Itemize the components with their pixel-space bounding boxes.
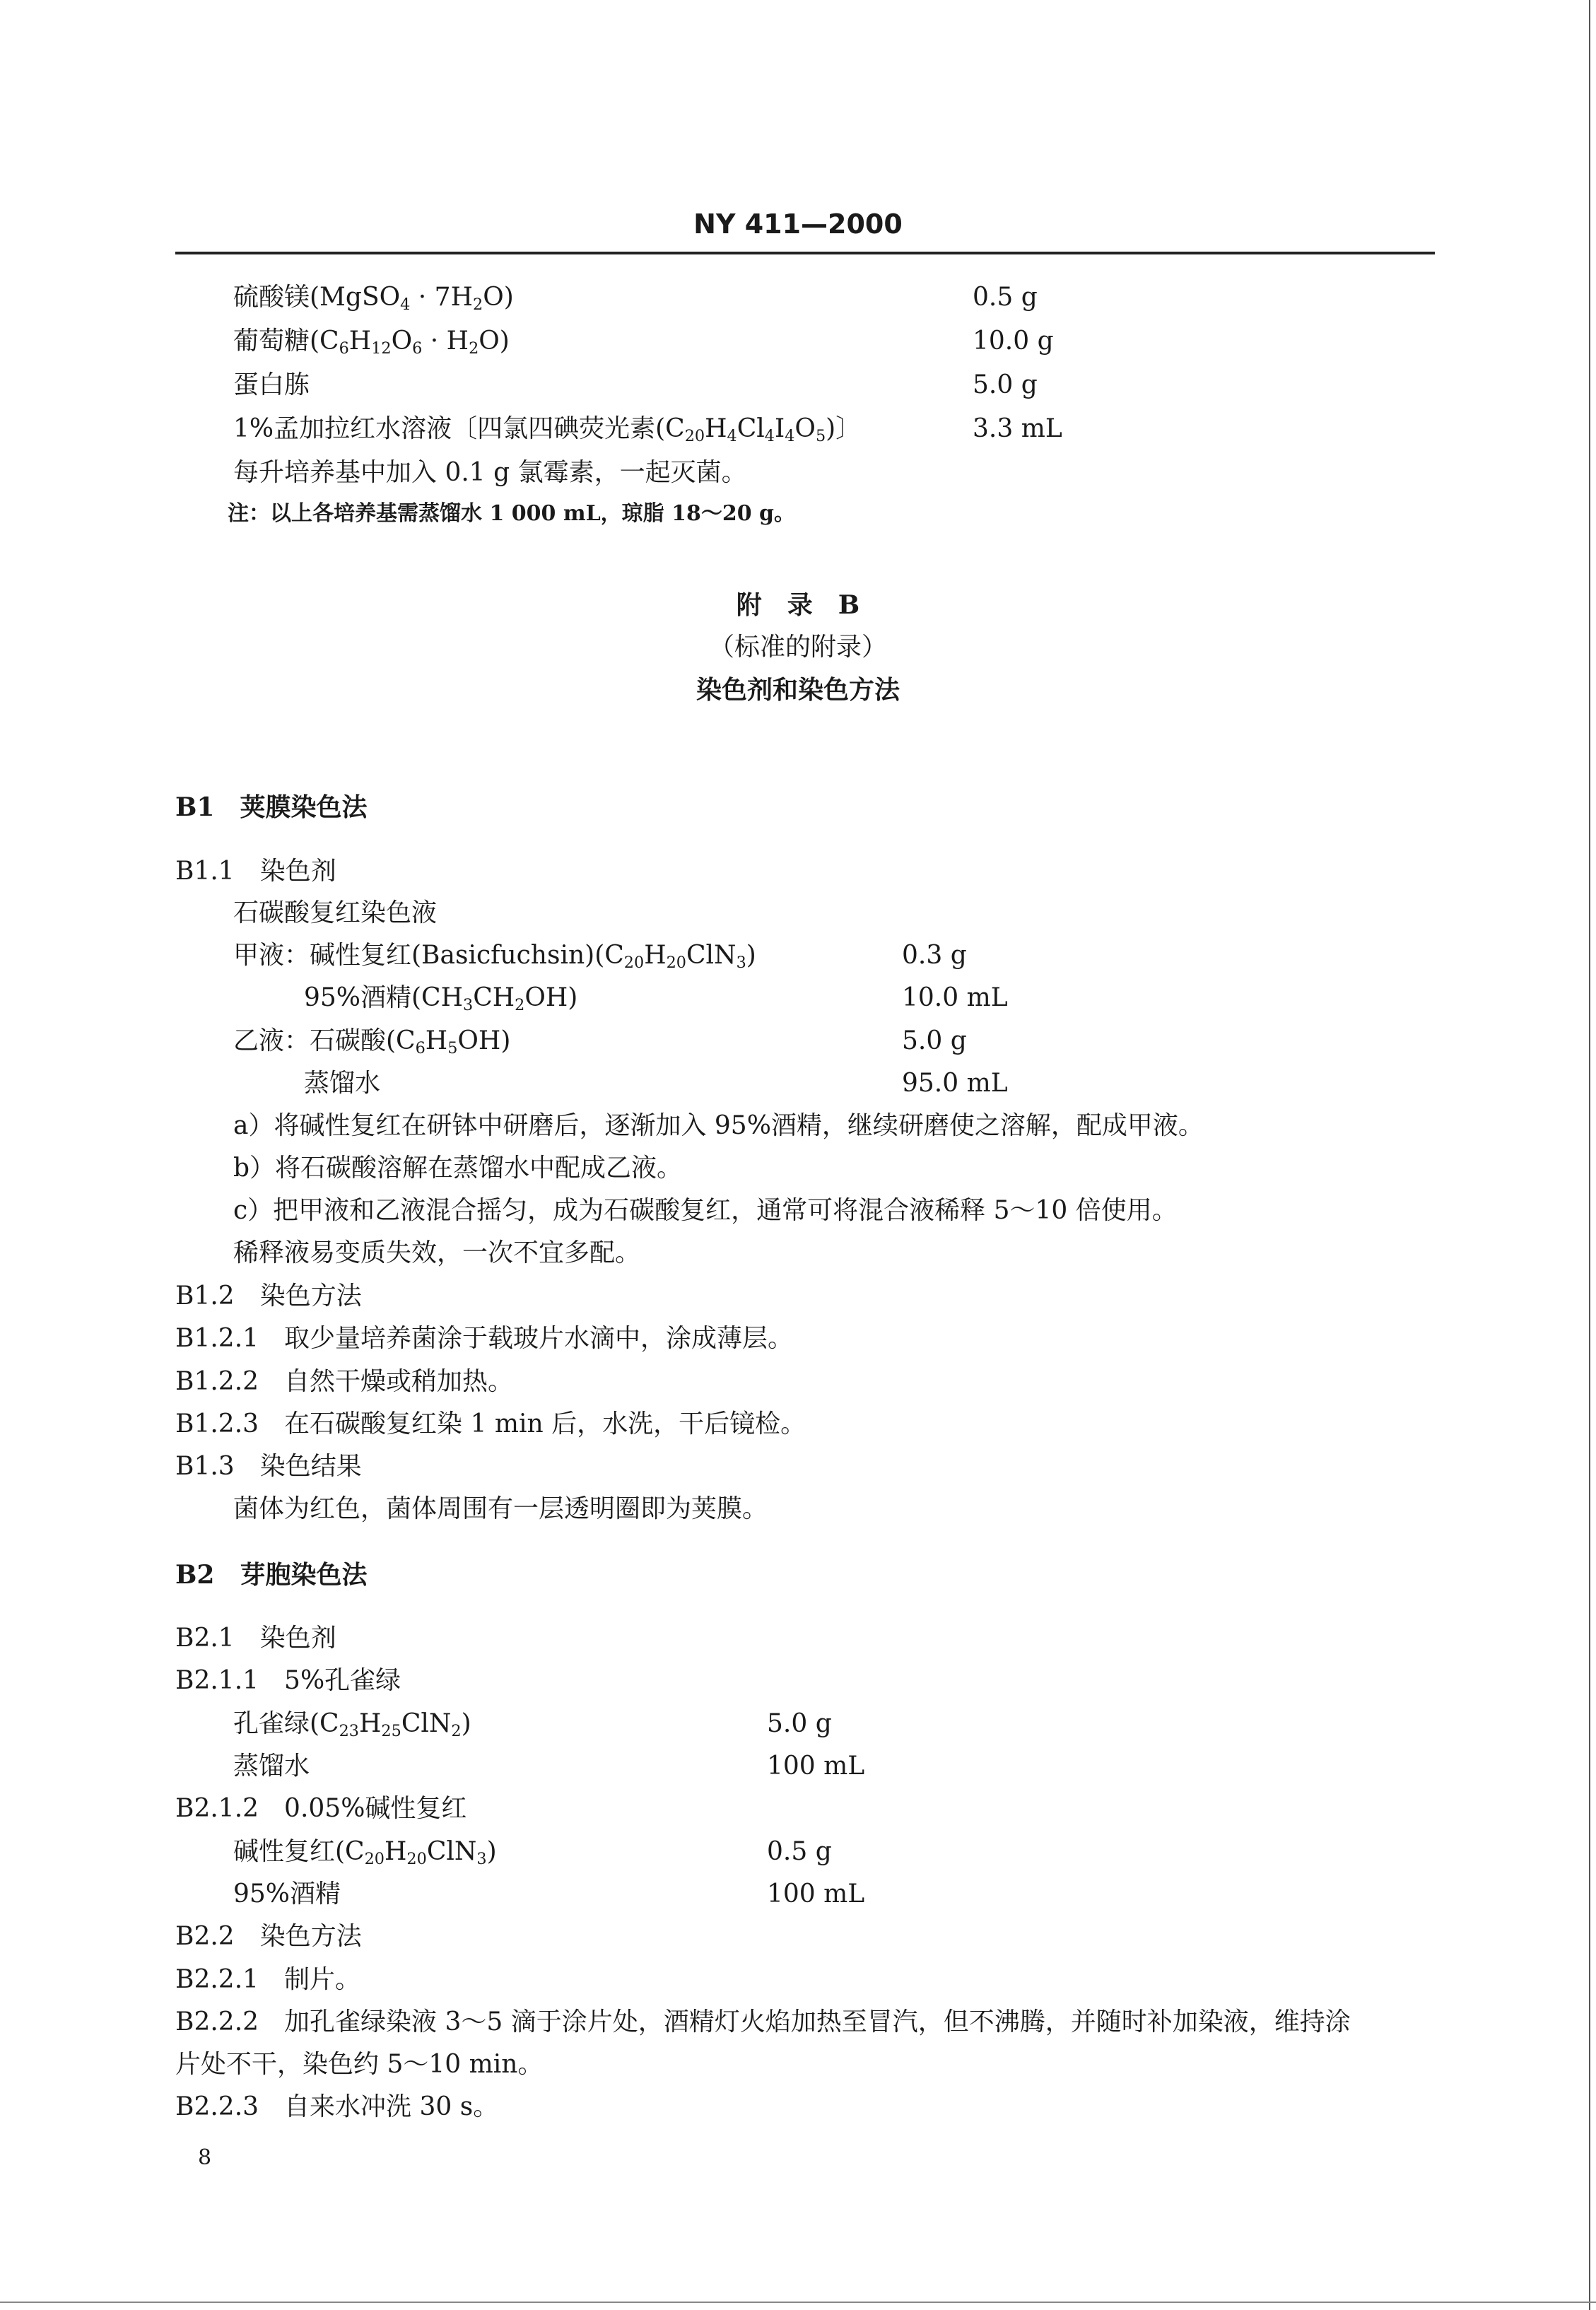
appendix-subtitle: （标准的附录） [708, 633, 887, 662]
reagent-amount: 5.0 g [902, 1026, 967, 1055]
appendix-title: 附 录 B [736, 590, 860, 620]
reagent-amount: 95.0 mL [902, 1069, 1008, 1098]
page-number: 8 [198, 2145, 212, 2170]
section-b2-1: B2.1 染色剂 [175, 1624, 336, 1653]
section-b1-3: B1.3 染色结果 [175, 1452, 362, 1481]
top-ingredient-name: 葡萄糖$(C_6H_{12}O_6 \cdot H_2O)$ [233, 327, 510, 358]
reagent-name: 95%酒精 [233, 1880, 341, 1909]
reagent-amount: 100 mL [767, 1752, 865, 1781]
reagent-amount: 10.0 mL [902, 983, 1008, 1012]
reagent-name: 甲液：碱性复红$(Basicfuchsin)(C_{20}H_{20}ClN_3)$ [233, 941, 756, 973]
solution-name: 石碳酸复红染色液 [233, 898, 438, 927]
procedure-step: b）将石碳酸溶解在蒸馏水中配成乙液。 [233, 1154, 683, 1183]
document-code: NY 411—2000 [693, 209, 903, 240]
reagent-name: 孔雀绿$(C_{23}H_{25}ClN_2)$ [233, 1709, 471, 1741]
top-ingredient-amount: 0.5 g [973, 283, 1038, 312]
reagent-amount: 0.3 g [902, 941, 967, 970]
procedure-step: 稀释液易变质失效，一次不宜多配。 [233, 1238, 641, 1267]
section-b2-1-1: B2.1.1 5%孔雀绿 [175, 1666, 401, 1695]
reagent-name: 乙液：石碳酸$(C_6H_5OH)$ [233, 1026, 511, 1058]
header-rule [175, 252, 1435, 254]
section-b2-1-2: B2.1.2 0.05%碱性复红 [175, 1794, 467, 1823]
reagent-name: 蒸馏水 [304, 1069, 381, 1098]
reagent-name: 蒸馏水 [233, 1752, 310, 1781]
top-ingredient-name: 硫酸镁(MgSO$_4$ · $7H_2O$) [233, 283, 514, 315]
top-ingredient-name: 蛋白胨 [233, 370, 310, 399]
top-ingredient-amount: 5.0 g [973, 370, 1038, 399]
table-footnote: 注：以上各培养基需蒸馏水 1 000 mL，琼脂 18～20 g。 [228, 501, 796, 526]
section-b2-2-3: B2.2.3 自来水冲洗 30 s。 [175, 2092, 499, 2121]
appendix-heading: 染色剂和染色方法 [696, 675, 900, 705]
top-ingredient-amount: 3.3 mL [973, 414, 1062, 443]
reagent-name: 95%酒精$(CH_3CH_2OH)$ [304, 983, 578, 1015]
section-b1-2-3: B1.2.3 在石碳酸复红染 1 min 后，水洗，干后镜检。 [175, 1409, 806, 1438]
section-b1-3-text: 菌体为红色，菌体周围有一层透明圈即为荚膜。 [233, 1494, 768, 1523]
top-ingredient-amount: 10.0 g [973, 327, 1054, 356]
section-b2-2-2-cont: 片处不干，染色约 5～10 min。 [175, 2050, 544, 2079]
top-ingredient-name: 1%孟加拉红水溶液〔四氯四碘荧光素$(C_{20}H_4Cl_4I_4O_5)$〕 [233, 414, 862, 446]
section-b2-title: B2 芽胞染色法 [175, 1560, 368, 1590]
section-b1-2-1: B1.2.1 取少量培养菌涂于载玻片水滴中，涂成薄层。 [175, 1324, 794, 1353]
reagent-name: 碱性复红$(C_{20}H_{20}ClN_3)$ [233, 1837, 497, 1869]
section-b2-2: B2.2 染色方法 [175, 1922, 362, 1951]
section-b2-2-1: B2.2.1 制片。 [175, 1965, 361, 1994]
chloramphenicol-note: 每升培养基中加入 0.1 g 氯霉素，一起灭菌。 [233, 458, 747, 487]
procedure-step: c）把甲液和乙液混合摇匀，成为石碳酸复红，通常可将混合液稀释 5～10 倍使用。 [233, 1196, 1178, 1225]
section-b1-2: B1.2 染色方法 [175, 1282, 362, 1311]
section-b2-2-2: B2.2.2 加孔雀绿染液 3～5 滴于涂片处，酒精灯火焰加热至冒汽，但不沸腾，并随时补加染液，维持涂 [175, 2007, 1351, 2036]
reagent-amount: 100 mL [767, 1880, 865, 1909]
section-b1-1: B1.1 染色剂 [175, 857, 336, 886]
reagent-amount: 5.0 g [767, 1709, 832, 1738]
procedure-step: a）将碱性复红在研钵中研磨后，逐渐加入 95%酒精，继续研磨使之溶解，配成甲液。 [233, 1111, 1204, 1140]
scan-edge-line [1589, 0, 1590, 2310]
scan-bottom-line [0, 2302, 1596, 2303]
section-b1-title: B1 荚膜染色法 [175, 792, 368, 822]
reagent-amount: 0.5 g [767, 1837, 832, 1866]
section-b1-2-2: B1.2.2 自然干燥或稍加热。 [175, 1367, 514, 1396]
